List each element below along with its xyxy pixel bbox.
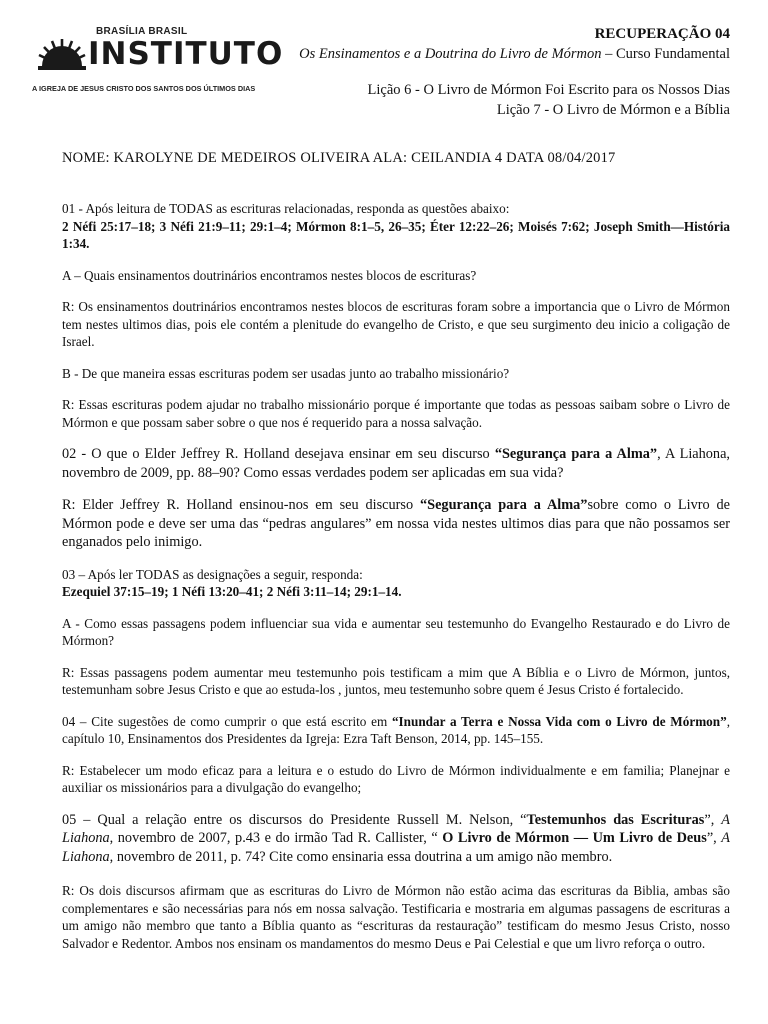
q01-refs: 2 Néfi 25:17–18; 3 Néfi 21:9–11; 29:1–4; Mórmon 8:1–5, 26–35; Éter 12:22–26; Moisés 7:62; Joseph Smith—História 1:34. — [62, 218, 730, 251]
instituto-logo — [30, 22, 284, 102]
q02-question-post: , A Liahona, novembro de 2009, pp. 88–90? Como essas verdades podem ser aplicadas em sua vida? — [62, 446, 730, 481]
q01a-answer: R: Os ensinamentos doutrinários encontramos nestes blocos de escrituras foram sobre a importancia que o Livro de Mórmon tem nestes ultimos dias, pois ele contém a plenitude do evangelho de Cristo, e que seu surgimento deu inicio a coligação de Israel. — [62, 299, 730, 349]
recuperacao-title: RECUPERAÇÃO 04 — [594, 26, 730, 42]
logo-main-text: INSTITUTO — [88, 36, 284, 72]
q02-question-title: “Segurança para a Alma” — [494, 446, 658, 462]
logo-subtitle: A IGREJA DE JESUS CRISTO DOS SANTOS DOS ÚLTIMOS DIAS — [32, 84, 256, 93]
q02-question — [62, 445, 730, 482]
q03a-question: A - Como essas passagens podem influenciar sua vida e aumentar seu testemunho do Evangelho Restaurado e do Livro de Mórmon? — [62, 615, 730, 648]
q05-part-5: , novembro de 2011, p. 74? Cite como ensinaria essa doutrina a um amigo não membro. — [109, 848, 613, 865]
q03a-answer: R: Essas passagens podem aumentar meu testemunho pois testificam a mim que A Bíblia e o Livro de Mórmon, juntos, testemunham sobre Jesus Cristo e que ao estuda-los , juntos, meu testemunho sobre quem é Jesus Cristo é fortalecido. — [62, 664, 730, 697]
q02-question-pre: 02 - O que o Elder Jeffrey R. Holland desejava ensinar em seu discurso — [62, 446, 495, 462]
q05-part-4: ”, — [706, 830, 722, 846]
q02-answer-title: “Segurança para a Alma” — [419, 497, 588, 513]
q05-magazine-2: A Liahona — [62, 830, 731, 865]
q02-answer-post: sobre como o Livro de Mórmon pode e deve ser uma das “pedras angulares” em nossa vida nestes ultimos dias para que não possamos ser enganados pelo inimigo. — [62, 497, 730, 550]
q05-title-1: Testemunhos das Escrituras — [526, 811, 705, 828]
q01-intro: 01 - Após leitura de TODAS as escrituras relacionadas, responda as questões abaixo: — [62, 201, 510, 216]
course-title — [299, 44, 730, 64]
q04-answer: R: Estabelecer um modo eficaz para a leitura e o estudo do Livro de Mórmon individualmente e em familia; Planejnar e auxiliar os missionários para a divulgação do evangelho; — [62, 762, 730, 795]
lesson-7: Lição 7 - O Livro de Mórmon e a Bíblia — [496, 102, 730, 118]
student-info: NOME: KAROLYNE DE MEDEIROS OLIVEIRA ALA: CEILANDIA 4 DATA 08/04/2017 — [62, 150, 616, 166]
course-name: Os Ensinamentos e a Doutrina do Livro de Mórmon — [299, 46, 602, 62]
course-suffix: – Curso Fundamental — [601, 46, 730, 62]
q01a-question: A – Quais ensinamentos doutrinários encontramos nestes blocos de escrituras? — [62, 267, 477, 283]
q04-question-post: , capítulo 10, Ensinamentos dos Presidentes da Igreja: Ezra Taft Benson, 2014, pp. 145–155. — [62, 713, 730, 746]
q04-question-title: “Inundar a Terra e Nossa Vida com o Livro de Mórmon” — [391, 713, 727, 729]
q05-answer: R: Os dois discursos afirmam que as escrituras do Livro de Mórmon não estão acima das escrituras da Biblia, ambas são complementares e são necessárias para nós em nossa salvação. Testificaria e mostraria em algumas passagens de escrituras a um amigo não membro que tanto a Bíblia quanto as “escrituras da restauração” testificam do mesmo Jesus Cristo, nosso Salvador e Redentor. Ambos nos ensinam os mandamentos do mesmo Deus e Pai Celestial e que um livro reforça o outro. — [62, 883, 730, 951]
document-body — [62, 200, 730, 952]
q03-intro: 03 – Após ler TODAS as designações a seguir, responda: — [62, 566, 363, 582]
q04-question — [62, 713, 730, 748]
q05-part-1: 05 – Qual a relação entre os discursos do Presidente Russell M. Nelson, “ — [62, 811, 527, 828]
header-right — [299, 24, 730, 64]
sunrise-icon — [36, 36, 88, 72]
q04-question-pre: 04 – Cite sugestões de como cumprir o que está escrito em — [62, 713, 392, 729]
logo-top-text: BRASÍLIA BRASIL — [96, 26, 188, 37]
q02-answer — [62, 496, 730, 552]
lessons-block — [368, 80, 730, 120]
q05-part-3: , novembro de 2007, p.43 e do irmão Tad R. Callister, “ — [109, 830, 438, 846]
q05-part-2: ”, — [704, 811, 722, 828]
q01b-answer: R: Essas escrituras podem ajudar no trabalho missionário porque é importante que todas as pessoas saibam sobre o Livro de Mórmon e que possam saber sobre o que nos é requerido para a nossa salvação. — [62, 397, 730, 430]
q02-answer-pre: R: Elder Jeffrey R. Holland ensinou-nos em seu discurso — [62, 497, 420, 513]
q05-question — [62, 811, 730, 867]
q05-title-2: O Livro de Mórmon — Um Livro de Deus — [437, 830, 707, 846]
q03-refs: Ezequiel 37:15–19; 1 Néfi 13:20–41; 2 Néfi 3:11–14; 29:1–14. — [62, 584, 402, 599]
q01b-question: B - De que maneira essas escrituras podem ser usadas junto ao trabalho missionário? — [62, 365, 510, 381]
q05-magazine-1: A Liahona — [62, 811, 730, 846]
lesson-6: Lição 6 - O Livro de Mórmon Foi Escrito para os Nossos Dias — [367, 82, 730, 98]
